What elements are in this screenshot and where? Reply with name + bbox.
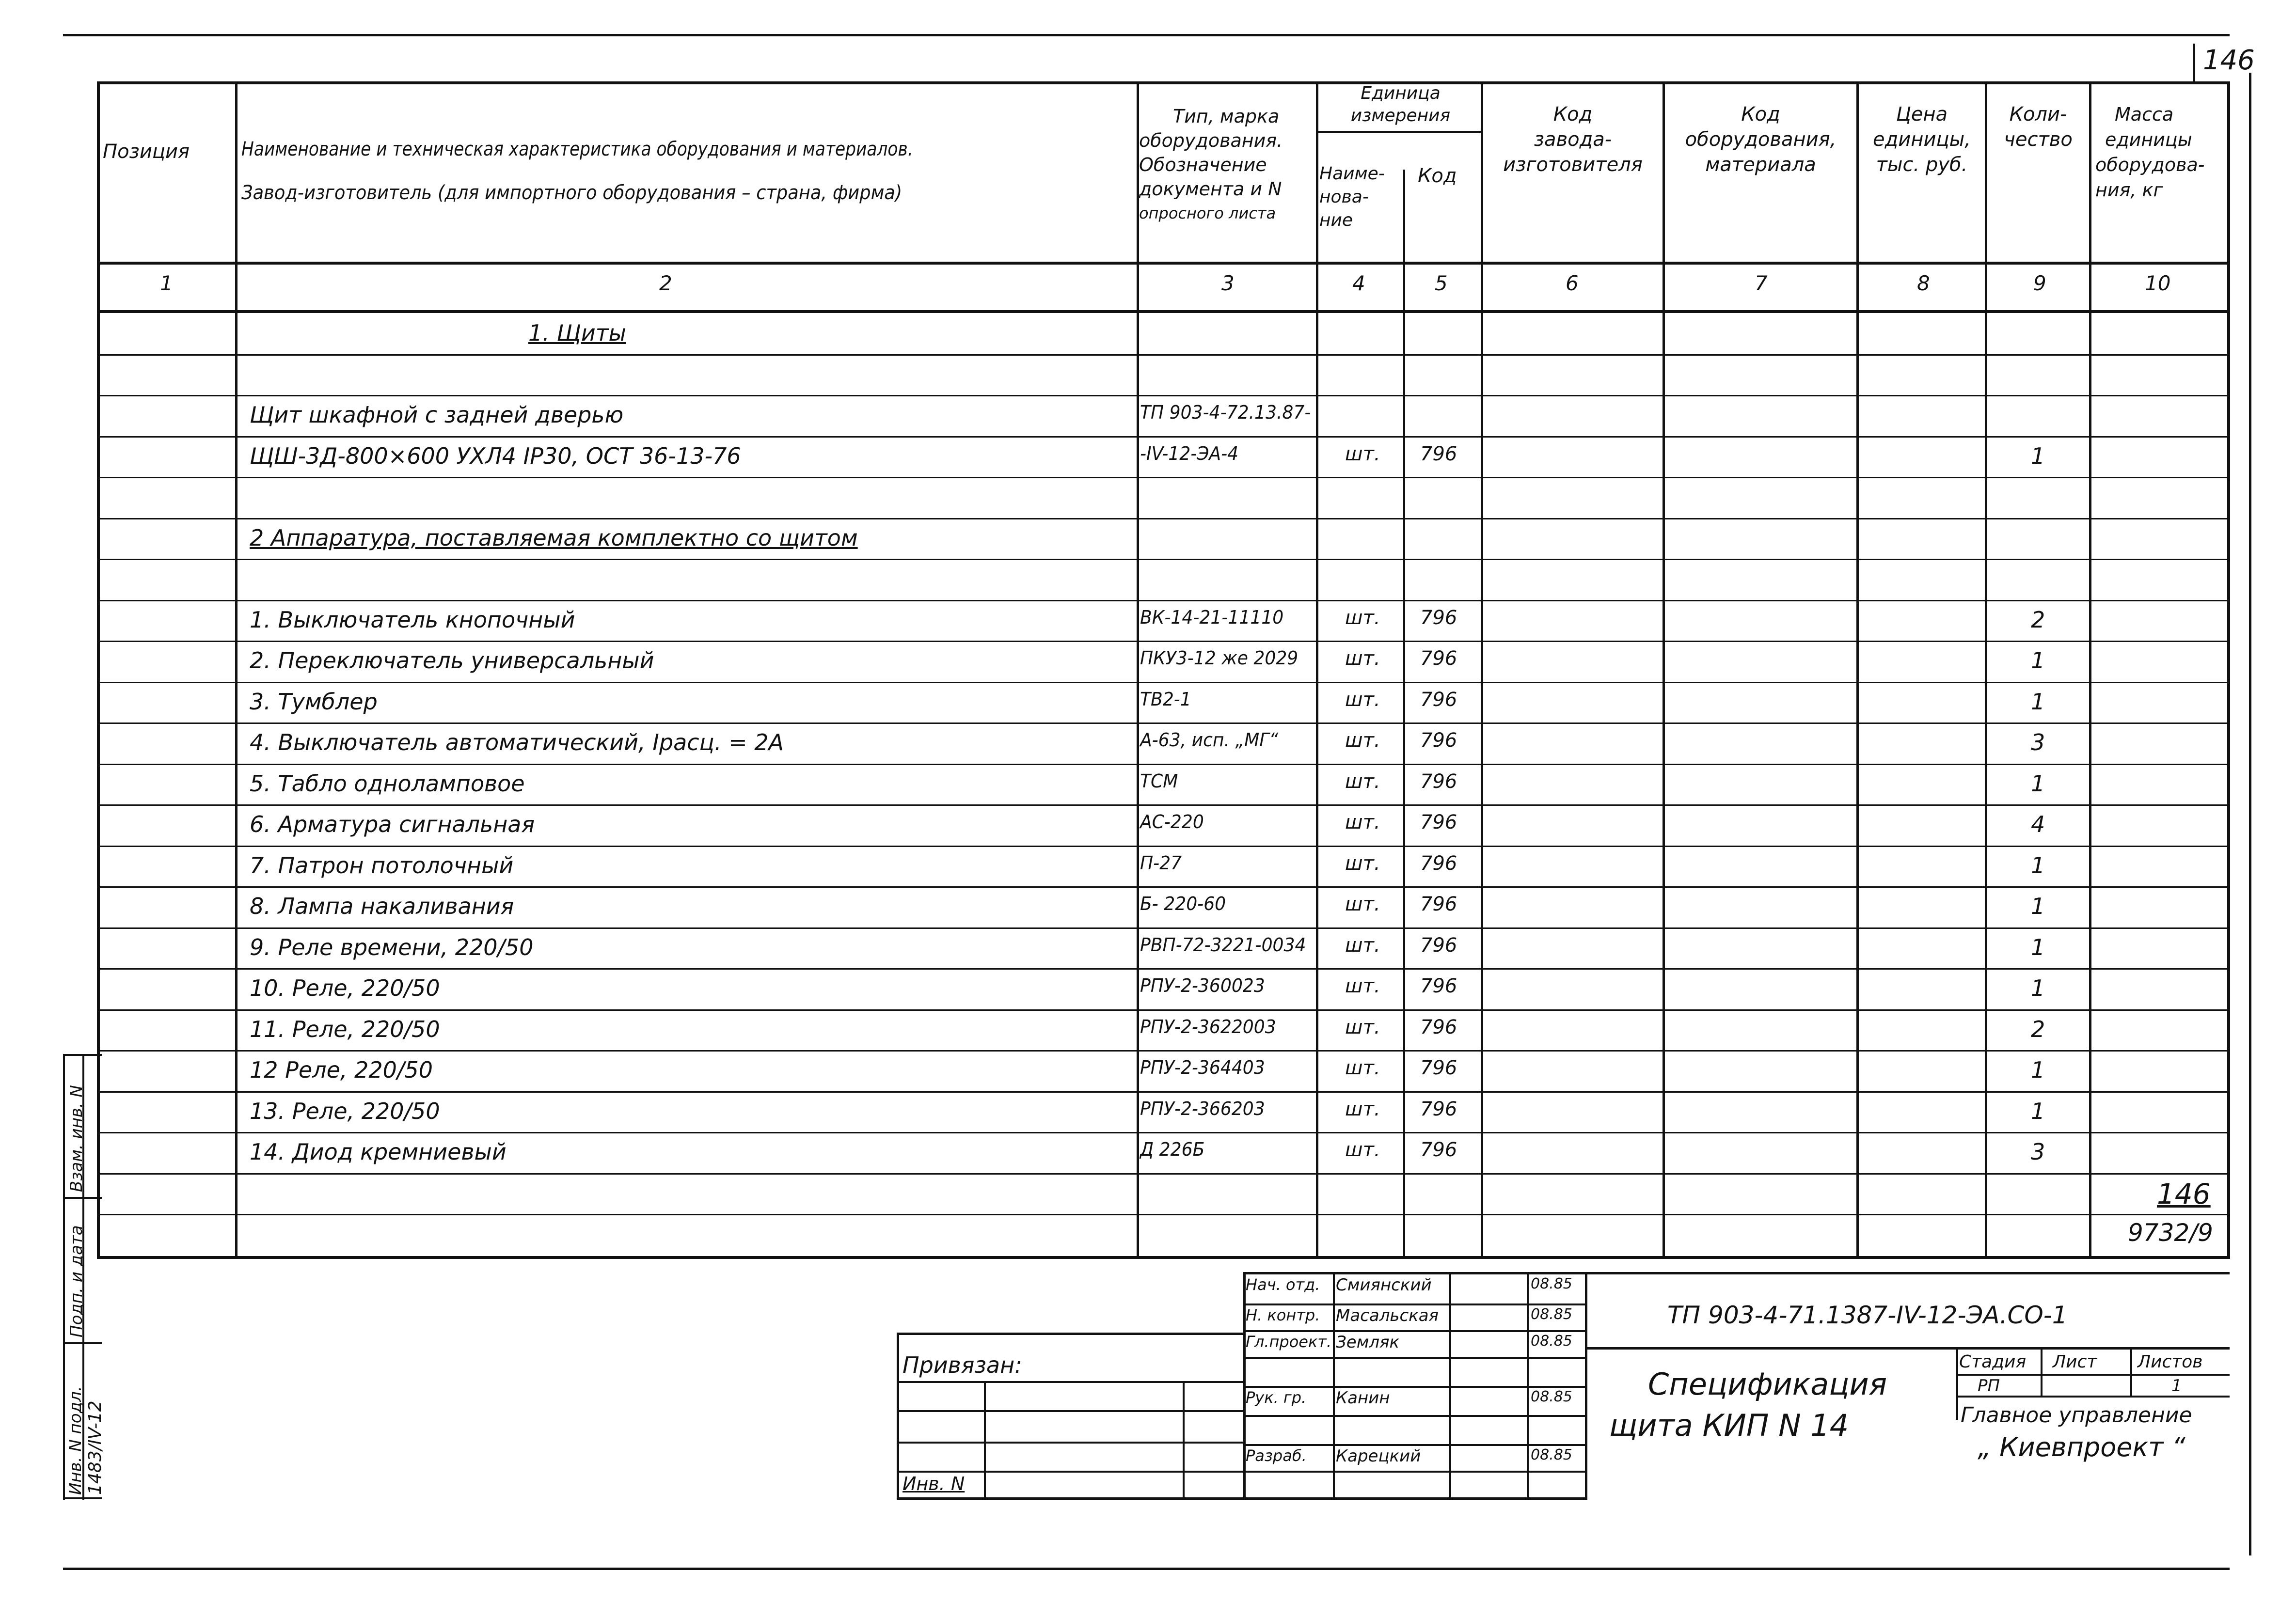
signer-name: Карецкий	[1336, 1446, 1421, 1466]
sheet-number-top: 146	[2203, 45, 2255, 76]
row-name: 10. Реле, 220/50	[250, 975, 440, 1001]
header-col10-l1: Масса	[2115, 104, 2174, 125]
header-col3	[1129, 104, 1333, 225]
colnum-9: 9	[2033, 271, 2046, 295]
tb-bottom	[897, 1497, 1585, 1500]
row-type: А-63, исп. „МГ“	[1140, 729, 1279, 751]
tb-sheet-label: Лист	[2053, 1352, 2097, 1372]
tb-privyazan: Привязан:	[903, 1352, 1022, 1378]
row-type: РПУ-2-3622003	[1140, 1016, 1276, 1037]
tb-code-bottom	[1585, 1347, 2230, 1350]
row-qty: 1	[2031, 1057, 2045, 1083]
left-stamp-number: 1483/IV-12	[85, 1400, 105, 1495]
tb-lower-left	[897, 1333, 899, 1500]
row-type: Д 226Б	[1140, 1139, 1205, 1160]
tb-org-line2: „ Киевпроект “	[1978, 1432, 2185, 1462]
sheet-number-box-left	[2193, 44, 2195, 82]
header-col5: Код	[1418, 165, 1457, 187]
row-qty: 1	[2031, 975, 2045, 1001]
row-separator	[97, 804, 2230, 806]
tb-document-code: ТП 903-4-71.1387-IV-12-ЭА.СО-1	[1667, 1301, 2068, 1329]
col-sep-3	[1316, 81, 1318, 1259]
colnum-bottom	[97, 310, 2230, 313]
row-type: -IV-12-ЭА-4	[1140, 443, 1239, 464]
table-right	[2227, 81, 2230, 1259]
row-name: 4. Выключатель автоматический, Iрасц. = 2А	[250, 729, 784, 755]
tb-sign-row3	[1243, 1357, 1587, 1359]
row-type: ПКУ3-12 же 2029	[1140, 647, 1298, 669]
tb-org-line1: Главное управление	[1961, 1403, 2192, 1428]
tb-sign-row4	[1243, 1386, 1587, 1388]
row-separator	[97, 395, 2230, 396]
row-name: 2 Аппаратура, поставляемая комплектно со щитом	[250, 525, 858, 551]
tb-stage-col2	[2130, 1347, 2132, 1396]
header-unit-l1: Единица	[1361, 83, 1441, 103]
signer-role: Рук. гр.	[1246, 1388, 1307, 1407]
colnum-4: 4	[1352, 271, 1365, 295]
tb-stage-label: Стадия	[1959, 1352, 2027, 1372]
row-separator	[97, 722, 2230, 724]
row-unit: шт.	[1345, 852, 1380, 875]
header-col3-l1: Тип, марка	[1173, 106, 1280, 127]
tb-sign-col3	[1527, 1272, 1529, 1500]
col-sep-9	[2089, 81, 2091, 1259]
margin-note-146: 146	[2157, 1178, 2211, 1210]
header-col6-l3: изготовителя	[1503, 154, 1643, 176]
row-name: 7. Патрон потолочный	[250, 852, 514, 879]
frame-top-line	[63, 34, 2230, 36]
tb-stage-value: РП	[1978, 1376, 2000, 1396]
row-code: 796	[1420, 934, 1457, 957]
row-name: 2. Переключатель универсальный	[250, 647, 654, 674]
row-type: ТВ2-1	[1140, 689, 1191, 710]
row-separator	[97, 886, 2230, 888]
row-separator	[97, 518, 2230, 519]
signer-role: Гл.проект.	[1246, 1333, 1332, 1351]
row-name: 14. Диод кремниевый	[250, 1139, 507, 1165]
tb-priv-row4	[897, 1471, 1246, 1473]
row-type: П-27	[1140, 852, 1182, 874]
row-separator	[97, 436, 2230, 438]
row-separator	[97, 1050, 2230, 1052]
colnum-3: 3	[1221, 271, 1235, 295]
row-name: 3. Тумблер	[250, 689, 378, 715]
table-left	[97, 81, 100, 1259]
tb-priv-col2	[1183, 1381, 1185, 1500]
header-col3-l5: опросного листа	[1139, 204, 1276, 222]
row-code: 796	[1420, 975, 1457, 997]
header-col3-l4: документа и N	[1139, 178, 1282, 200]
table-top	[97, 81, 2230, 84]
header-col3-l3: Обозначение	[1139, 154, 1267, 175]
colnum-8: 8	[1917, 271, 1930, 295]
row-separator	[97, 764, 2230, 765]
tb-priv-row1	[897, 1381, 1246, 1383]
tb-priv-row2	[897, 1410, 1246, 1412]
header-col6-l2: завода-	[1534, 128, 1612, 151]
header-col3-l2: оборудования.	[1139, 130, 1283, 151]
colnum-10: 10	[2145, 271, 2171, 295]
tb-sign-col2	[1449, 1272, 1451, 1500]
header-col6-l1: Код	[1553, 103, 1593, 126]
signer-date: 08.85	[1531, 1446, 1572, 1463]
header-col10-l3: оборудова-	[2095, 154, 2205, 175]
tb-sheets-value: 1	[2171, 1376, 2182, 1396]
row-separator	[97, 968, 2230, 970]
header-col4	[1319, 162, 1404, 232]
tb-stage-row2	[1956, 1396, 2230, 1398]
row-unit: шт.	[1345, 975, 1380, 997]
tb-stage-row1	[1956, 1374, 2230, 1376]
row-unit: шт.	[1345, 689, 1380, 711]
row-unit: шт.	[1345, 443, 1380, 465]
header-col9-l2: чество	[2004, 128, 2073, 151]
tb-sign-row2	[1243, 1330, 1587, 1332]
tb-priv-col1	[984, 1381, 986, 1500]
row-separator	[97, 1091, 2230, 1093]
tb-stage-divider	[1956, 1347, 1958, 1420]
header-col8-l2: единицы,	[1873, 128, 1971, 151]
header-unit-l2: измерения	[1350, 106, 1451, 126]
row-separator	[97, 641, 2230, 642]
row-name: Щит шкафной с задней дверью	[250, 402, 624, 428]
header-col2-line2: Завод-изготовитель (для импортного оборудования – страна, фирма)	[241, 182, 903, 204]
row-qty: 4	[2031, 811, 2045, 837]
col-sep-7	[1856, 81, 1859, 1259]
row-separator	[97, 682, 2230, 683]
row-name: 6. Арматура сигнальная	[250, 811, 535, 837]
row-type: РПУ-2-364403	[1140, 1057, 1265, 1078]
col-sep-6	[1663, 81, 1665, 1259]
left-stamp-label-inv: Инв. N подл.	[66, 1386, 85, 1495]
row-name: ЩШ-3Д-800×600 УХЛ4 IP30, ОСТ 36-13-76	[250, 443, 741, 469]
row-code: 796	[1420, 811, 1457, 833]
col-sep-8	[1985, 81, 1987, 1259]
col-sep-5	[1481, 81, 1483, 1259]
row-qty: 3	[2031, 729, 2045, 755]
header-bottom	[97, 262, 2230, 265]
signer-date: 08.85	[1531, 1306, 1572, 1323]
col-sep-4	[1403, 170, 1405, 1259]
row-type: Б- 220-60	[1140, 893, 1226, 914]
frame-bottom-line	[63, 1568, 2230, 1570]
row-type: РПУ-2-366203	[1140, 1098, 1265, 1119]
signer-role: Нач. отд.	[1246, 1275, 1320, 1294]
row-code: 796	[1420, 770, 1457, 793]
header-col7-l2: оборудования,	[1685, 128, 1837, 151]
row-unit: шт.	[1345, 729, 1380, 752]
colnum-7: 7	[1755, 271, 1768, 295]
row-code: 796	[1420, 607, 1457, 629]
row-type: РВП-72-3221-0034	[1140, 934, 1306, 956]
row-code: 796	[1420, 1057, 1457, 1079]
row-code: 796	[1420, 647, 1457, 670]
row-type: РПУ-2-360023	[1140, 975, 1265, 996]
header-unit-group	[1319, 82, 1482, 127]
left-stamp-label-podp: Подп. и дата	[67, 1225, 86, 1337]
tb-stage-col1	[2041, 1347, 2043, 1396]
row-unit: шт.	[1345, 893, 1380, 915]
left-stamp-sep2	[63, 1342, 102, 1344]
tb-sign-row5	[1243, 1415, 1587, 1417]
colnum-6: 6	[1566, 271, 1579, 295]
row-code: 796	[1420, 443, 1457, 465]
header-col7-l1: Код	[1741, 103, 1780, 126]
left-stamp-left	[63, 1054, 65, 1500]
header-col4-l3: ние	[1319, 210, 1353, 230]
row-type: ВК-14-21-11110	[1140, 607, 1284, 628]
row-qty: 1	[2031, 689, 2045, 715]
row-qty: 1	[2031, 770, 2045, 797]
row-separator	[97, 846, 2230, 847]
left-stamp-bottom	[63, 1497, 102, 1499]
unit-group-divider	[1316, 131, 1483, 133]
row-separator	[97, 927, 2230, 929]
table-bottom	[97, 1256, 2230, 1259]
header-col1: Позиция	[103, 141, 190, 163]
signer-name: Масальская	[1336, 1306, 1439, 1325]
header-col6	[1483, 102, 1663, 177]
header-col8	[1859, 102, 1985, 177]
colnum-5: 5	[1435, 271, 1448, 295]
row-separator	[97, 1173, 2230, 1175]
signer-role: Разраб.	[1246, 1446, 1307, 1465]
header-col4-l2: нова-	[1319, 187, 1369, 207]
row-type: АС-220	[1140, 811, 1204, 832]
tb-sign-row6	[1243, 1444, 1587, 1446]
header-col10	[2091, 102, 2231, 203]
row-qty: 2	[2031, 1016, 2045, 1042]
row-separator	[97, 1009, 2230, 1011]
row-name: 5. Табло одноламповое	[250, 770, 525, 797]
row-qty: 1	[2031, 893, 2045, 919]
signer-name: Канин	[1336, 1388, 1390, 1408]
row-separator	[97, 477, 2230, 478]
row-code: 796	[1420, 729, 1457, 752]
signer-date: 08.85	[1531, 1333, 1572, 1350]
row-unit: шт.	[1345, 647, 1380, 670]
header-col8-l3: тыс. руб.	[1876, 154, 1968, 176]
header-col7	[1665, 102, 1856, 177]
row-separator	[97, 1132, 2230, 1133]
row-unit: шт.	[1345, 607, 1380, 629]
row-unit: шт.	[1345, 811, 1380, 833]
header-col10-l4: ния, кг	[2095, 179, 2163, 201]
tb-sign-row1	[1243, 1304, 1587, 1305]
row-code: 796	[1420, 852, 1457, 875]
row-name: 12 Реле, 220/50	[250, 1057, 433, 1083]
row-qty: 1	[2031, 647, 2045, 674]
signer-date: 08.85	[1531, 1275, 1572, 1292]
column-number-row	[0, 271, 2296, 305]
header-col10-l2: единицы	[2105, 129, 2192, 150]
row-code: 796	[1420, 689, 1457, 711]
row-type: ТСМ	[1140, 770, 1178, 792]
tb-title-line1: Спецификация	[1648, 1366, 1887, 1402]
row-code: 796	[1420, 1139, 1457, 1161]
tb-sign-row7	[1243, 1471, 1587, 1473]
row-name: 9. Реле времени, 220/50	[250, 934, 534, 960]
signer-name: Земляк	[1336, 1333, 1400, 1352]
header-col4-l1: Наиме-	[1319, 164, 1385, 184]
row-qty: 1	[2031, 852, 2045, 879]
row-separator	[97, 1214, 2230, 1215]
row-name: 1. Щиты	[528, 320, 626, 346]
row-code: 796	[1420, 1016, 1457, 1038]
signer-role: Н. контр.	[1246, 1306, 1320, 1324]
row-qty: 1	[2031, 443, 2045, 469]
header-col9-l1: Коли-	[2009, 103, 2067, 126]
row-unit: шт.	[1345, 1016, 1380, 1038]
tb-sign-col1	[1333, 1272, 1335, 1500]
left-stamp-sep1	[63, 1197, 102, 1199]
header-col9	[1987, 102, 2089, 152]
row-unit: шт.	[1345, 1057, 1380, 1079]
row-qty: 1	[2031, 1098, 2045, 1124]
row-type: ТП 903-4-72.13.87-	[1140, 402, 1311, 423]
row-name: 13. Реле, 220/50	[250, 1098, 440, 1124]
row-unit: шт.	[1345, 1139, 1380, 1161]
row-name: 1. Выключатель кнопочный	[250, 607, 575, 633]
row-qty: 1	[2031, 934, 2045, 960]
row-separator	[97, 559, 2230, 560]
row-qty: 2	[2031, 607, 2045, 633]
tb-priv-row3	[897, 1442, 1246, 1444]
row-separator	[97, 600, 2230, 601]
row-name: 11. Реле, 220/50	[250, 1016, 440, 1042]
row-code: 796	[1420, 1098, 1457, 1120]
row-code: 796	[1420, 893, 1457, 915]
colnum-1: 1	[160, 271, 173, 295]
tb-sheets-label: Листов	[2138, 1352, 2203, 1372]
signer-name: Смиянский	[1336, 1275, 1432, 1295]
row-name: 8. Лампа накаливания	[250, 893, 514, 919]
header-col8-l1: Цена	[1896, 103, 1948, 126]
row-unit: шт.	[1345, 934, 1380, 957]
left-stamp-label-vzam: Взам. инв. N	[67, 1085, 86, 1192]
header-col2-line1: Наименование и техническая характеристика оборудования и материалов.	[241, 138, 913, 160]
tb-upper-top	[1243, 1272, 2230, 1274]
row-separator	[97, 354, 2230, 356]
signer-date: 08.85	[1531, 1388, 1572, 1405]
margin-note-code: 9732/9	[2128, 1219, 2213, 1247]
col-sep-2	[1137, 81, 1139, 1259]
col-sep-1	[235, 81, 238, 1259]
tb-lower-top	[897, 1333, 1246, 1335]
header-col7-l3: материала	[1705, 154, 1816, 176]
tb-inv: Инв. N	[903, 1473, 965, 1494]
row-unit: шт.	[1345, 1098, 1380, 1120]
colnum-2: 2	[659, 271, 672, 295]
row-unit: шт.	[1345, 770, 1380, 793]
row-qty: 3	[2031, 1139, 2045, 1165]
tb-title-line2: щита КИП N 14	[1609, 1408, 1849, 1443]
